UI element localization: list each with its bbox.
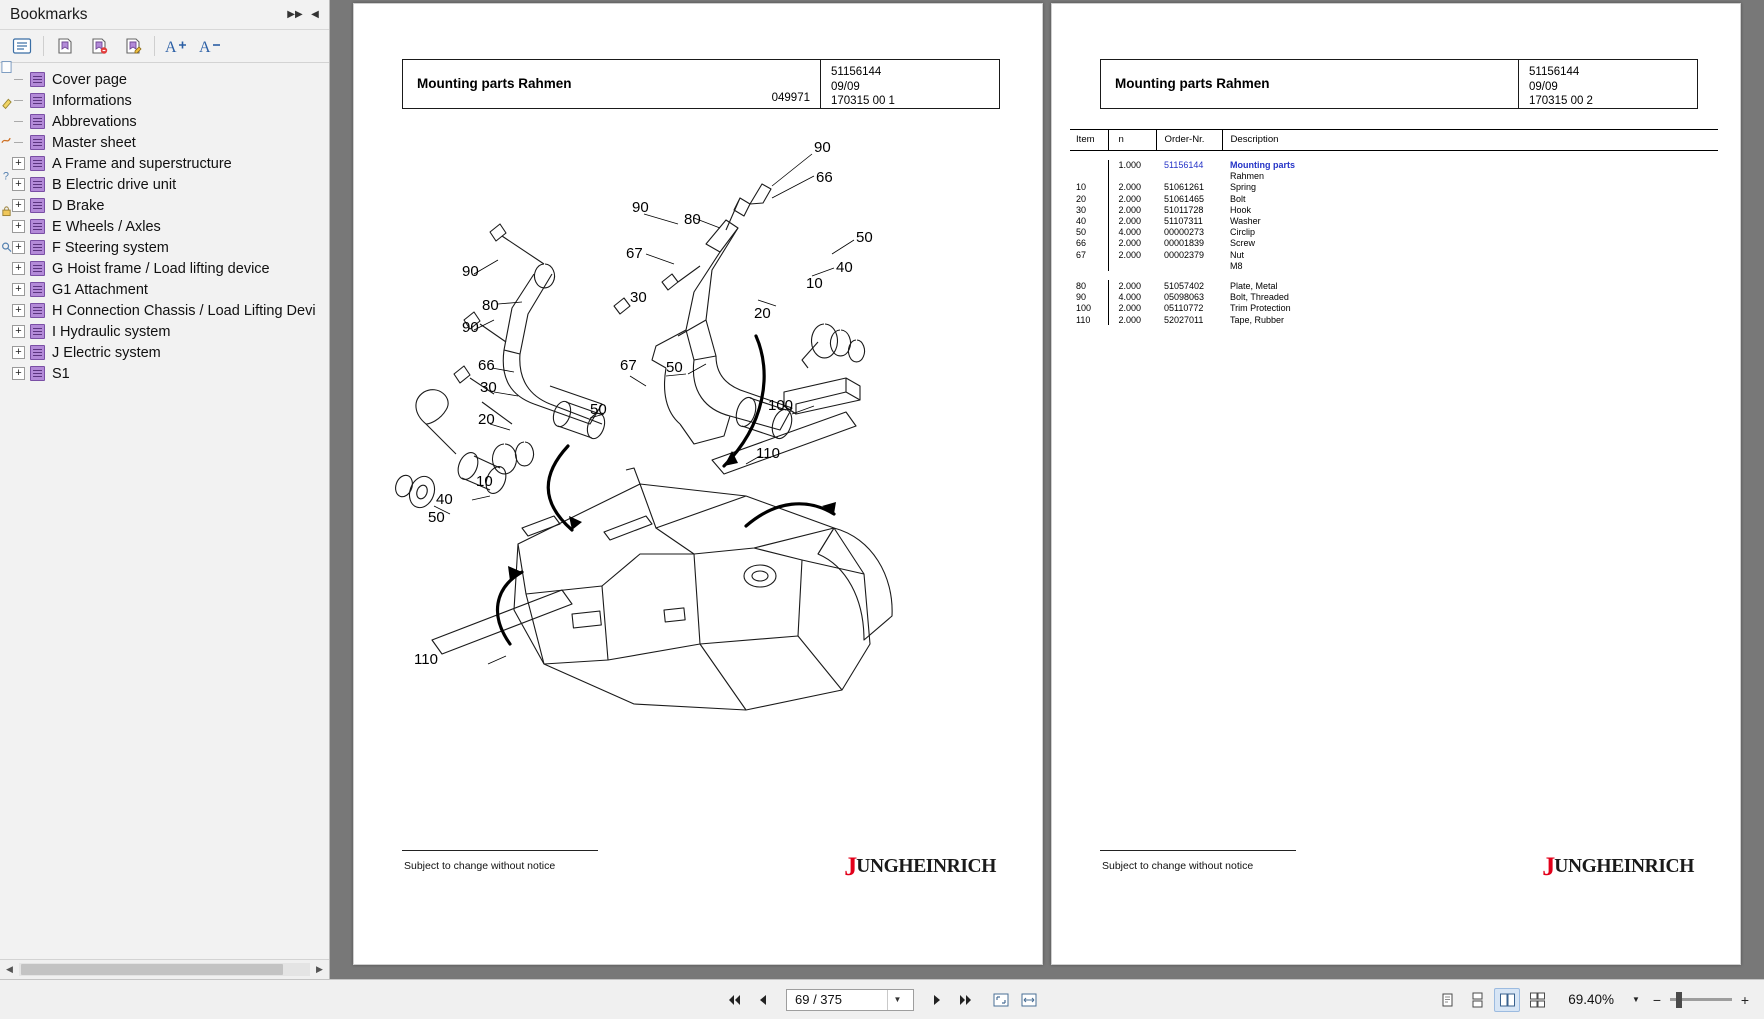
cell-order-nr: 51061465 [1164, 193, 1205, 204]
help-icon[interactable] [1, 168, 12, 182]
single-page-view-icon[interactable] [1434, 988, 1460, 1012]
bookmark-label: Cover page [52, 71, 127, 88]
table-spacer [1070, 271, 1718, 280]
bookmark-icon [30, 177, 45, 192]
tree-connector [12, 79, 25, 80]
first-page-icon[interactable] [724, 989, 746, 1011]
revision-date: 09/09 [831, 80, 860, 93]
svg-text:80: 80 [684, 211, 701, 228]
cell-order-nr: 51011728 [1164, 204, 1204, 215]
drawing-title: Mounting parts Rahmen [1115, 76, 1270, 91]
fit-width-icon[interactable] [1018, 989, 1040, 1011]
bookmark-icon [30, 72, 45, 87]
table-header-row [1070, 130, 1718, 151]
two-page-view-icon[interactable] [1494, 988, 1520, 1012]
cell-description: Plate, Metal [1230, 280, 1278, 291]
cell-item: 80 [1076, 280, 1087, 291]
exploded-assembly-drawing [394, 124, 1009, 824]
bookmark-item[interactable] [0, 111, 329, 132]
search-page-icon[interactable] [1, 240, 12, 254]
svg-text:20: 20 [754, 305, 771, 322]
svg-text:110: 110 [756, 445, 780, 462]
expand-toggle-icon[interactable]: + [12, 199, 25, 212]
page-number-field[interactable] [786, 989, 914, 1011]
svg-text:100: 100 [768, 397, 794, 414]
table-row[interactable] [1070, 204, 1718, 215]
svg-text:50: 50 [590, 401, 607, 418]
bookmark-label: S1 [52, 365, 70, 382]
column-quantity: n [1108, 130, 1156, 151]
bookmark-item[interactable] [0, 237, 329, 258]
collapse-panel-icon[interactable]: ◀ [311, 9, 319, 20]
cell-item: 67 [1076, 249, 1087, 260]
cell-item: 100 [1076, 303, 1092, 314]
footer-divider [402, 850, 598, 851]
lock-icon[interactable] [1, 204, 12, 218]
zoom-slider[interactable] [1670, 991, 1732, 1009]
logo-mark: J [1542, 852, 1555, 881]
bookmark-item[interactable] [0, 279, 329, 300]
cell-quantity: 2.000 [1108, 280, 1156, 291]
table-row [1070, 260, 1718, 271]
cell-order-nr: 05098063 [1164, 292, 1205, 303]
cell-item: 90 [1076, 292, 1087, 303]
cell-item: 50 [1076, 227, 1087, 238]
footer-note: Subject to change without notice [1102, 860, 1254, 872]
expand-toggle-icon[interactable]: + [12, 346, 25, 359]
bookmark-label: Abbrevations [52, 113, 137, 130]
bookmark-label: Informations [52, 92, 132, 109]
bookmark-icon [30, 156, 45, 171]
scroll-thumb[interactable] [21, 964, 283, 975]
part-number: 51156144 [1529, 66, 1580, 78]
expand-toggle-icon[interactable]: + [12, 220, 25, 233]
sheet-number: 170315 00 1 [831, 95, 895, 108]
cell-quantity: 2.000 [1108, 204, 1156, 215]
signature-icon[interactable] [1, 132, 12, 146]
svg-text:90: 90 [814, 139, 831, 156]
last-page-icon[interactable] [954, 989, 976, 1011]
bookmark-item[interactable] [0, 90, 329, 111]
cell-order-nr: 51107311 [1164, 216, 1203, 227]
page-navigation [717, 989, 1047, 1011]
logo-text: UNGHEINRICH [856, 856, 996, 877]
cell-description: Nut [1230, 249, 1245, 260]
title-block-right [821, 60, 999, 108]
zoom-level-label[interactable]: 69.40% [1568, 992, 1614, 1007]
cell-quantity: 4.000 [1108, 227, 1156, 238]
expand-panel-icon[interactable]: ▶▶ [287, 9, 303, 20]
bookmark-item[interactable] [0, 174, 329, 195]
cell-order-nr: 52027011 [1164, 314, 1204, 325]
bookmark-label: H Connection Chassis / Load Lifting Devi [52, 302, 316, 319]
parts-list-table [1070, 129, 1718, 325]
bookmark-label: F Steering system [52, 239, 169, 256]
footer-note: Subject to change without notice [404, 860, 556, 872]
view-and-zoom-controls [1434, 988, 1754, 1012]
logo-text: UNGHEINRICH [1554, 856, 1694, 877]
svg-text:110: 110 [414, 651, 438, 668]
svg-text:50: 50 [666, 359, 683, 376]
bookmark-icon [30, 135, 45, 150]
svg-text:50: 50 [856, 229, 873, 246]
bookmark-icon [30, 114, 45, 129]
title-block-left [403, 60, 821, 108]
bookmark-icon [30, 261, 45, 276]
scroll-right-icon[interactable]: ▶ [316, 964, 323, 974]
decrease-text-size-icon[interactable] [194, 32, 226, 60]
cell-description: Circlip [1230, 227, 1256, 238]
previous-page-icon[interactable] [752, 989, 774, 1011]
bookmark-icon [30, 366, 45, 381]
cell-description: Spring [1230, 182, 1257, 193]
svg-text:30: 30 [480, 379, 497, 396]
svg-text:66: 66 [478, 357, 495, 374]
table-row[interactable] [1070, 215, 1718, 226]
cell-order-nr: 00002379 [1164, 249, 1205, 260]
revision-date: 09/09 [1529, 80, 1558, 93]
expand-toggle-icon[interactable]: + [12, 283, 25, 296]
cell-description: Bolt [1230, 193, 1246, 204]
pages-container [353, 0, 1741, 965]
cell-description-2: M8 [1230, 260, 1243, 271]
expand-toggle-icon[interactable]: + [12, 367, 25, 380]
bookmark-item[interactable] [0, 69, 329, 90]
bookmark-item[interactable] [0, 153, 329, 174]
bookmarks-panel [0, 0, 330, 979]
table-row[interactable] [1070, 227, 1718, 238]
table-row[interactable] [1070, 249, 1718, 260]
cell-description: Bolt, Threaded [1230, 292, 1289, 303]
two-page-scrolling-view-icon[interactable] [1524, 988, 1550, 1012]
bookmark-icon [30, 240, 45, 255]
cell-order-nr: 51057402 [1164, 280, 1205, 291]
cell-item [1070, 160, 1108, 171]
svg-text:90: 90 [462, 263, 479, 280]
cell-item: 30 [1076, 204, 1087, 215]
bookmark-item[interactable] [0, 321, 329, 342]
bookmark-label: A Frame and superstructure [52, 155, 232, 172]
cell-quantity: 2.000 [1108, 249, 1156, 260]
cell-order-nr: 00001839 [1164, 238, 1205, 249]
bookmark-label: I Hydraulic system [52, 323, 171, 340]
tree-connector [12, 121, 25, 122]
cell-description: Trim Protection [1230, 303, 1291, 314]
expand-toggle-icon[interactable]: + [12, 262, 25, 275]
chevron-down-icon[interactable]: ▼ [887, 990, 907, 1010]
bookmark-label: E Wheels / Axles [52, 218, 161, 235]
bookmark-item[interactable] [0, 300, 329, 321]
bookmarks-tree[interactable] [0, 63, 329, 959]
bookmarks-header [0, 0, 329, 30]
svg-text:10: 10 [476, 473, 493, 490]
increase-text-size-icon[interactable] [160, 32, 192, 60]
cell-item: 10 [1076, 182, 1087, 193]
expand-toggle-icon[interactable]: + [12, 157, 25, 170]
table-row[interactable] [1070, 303, 1718, 314]
bookmark-icon [30, 282, 45, 297]
svg-text:A: A [165, 39, 177, 56]
left-tool-rail [0, 60, 12, 254]
svg-text:10: 10 [806, 275, 823, 292]
drawing-title: Mounting parts Rahmen [417, 76, 572, 91]
footer-divider [1100, 850, 1296, 851]
bookmark-item[interactable] [0, 342, 329, 363]
bookmark-label: J Electric system [52, 344, 161, 361]
bookmarks-title: Bookmarks [10, 5, 88, 23]
table-row[interactable] [1070, 193, 1718, 204]
column-order-nr: Order-Nr. [1156, 130, 1222, 151]
highlight-icon[interactable] [1, 96, 12, 110]
title-block [1100, 59, 1698, 109]
cell-item: 66 [1076, 238, 1087, 249]
bookmark-list-icon[interactable] [6, 32, 38, 60]
svg-text:80: 80 [482, 297, 499, 314]
cell-quantity: 2.000 [1108, 182, 1156, 193]
cell-quantity: 1.000 [1108, 160, 1156, 171]
toolbar-separator [154, 36, 155, 56]
table-row[interactable] [1070, 160, 1718, 171]
table-row[interactable] [1070, 182, 1718, 193]
cell-item: 40 [1076, 216, 1087, 227]
column-description: Description [1222, 130, 1718, 151]
cell-quantity: 2.000 [1108, 314, 1156, 325]
cell-item: 110 [1076, 314, 1091, 325]
bookmark-item[interactable] [0, 195, 329, 216]
scroll-track[interactable] [19, 963, 310, 976]
document-page-left[interactable] [353, 3, 1043, 965]
cell-order-nr[interactable]: 51156144 [1164, 160, 1204, 171]
new-bookmark-icon[interactable] [49, 32, 81, 60]
document-page-right[interactable] [1051, 3, 1741, 965]
continuous-page-view-icon[interactable] [1464, 988, 1490, 1012]
bookmark-item[interactable] [0, 363, 329, 384]
bookmark-icon [30, 324, 45, 339]
bookmark-icon [30, 303, 45, 318]
cell-order-nr: 00000273 [1164, 227, 1205, 238]
table-row[interactable] [1070, 238, 1718, 249]
bookmarks-horizontal-scrollbar[interactable] [0, 959, 329, 979]
zoom-dropdown-icon[interactable]: ▼ [1632, 995, 1640, 1004]
bookmark-item[interactable] [0, 132, 329, 153]
tree-connector [12, 100, 25, 101]
svg-text:30: 30 [630, 289, 647, 306]
cell-description: Washer [1230, 216, 1261, 227]
fit-page-icon[interactable] [990, 989, 1012, 1011]
drawing-svg [394, 124, 1009, 824]
bookmark-item[interactable] [0, 258, 329, 279]
cell-quantity: 2.000 [1108, 238, 1156, 249]
svg-text:20: 20 [478, 411, 495, 428]
tree-connector [12, 142, 25, 143]
page-number-input[interactable] [787, 990, 887, 1010]
cell-quantity: 2.000 [1108, 215, 1156, 226]
cell-description-2: Rahmen [1230, 171, 1265, 182]
column-item: Item [1070, 130, 1108, 151]
title-block [402, 59, 1000, 109]
bookmark-label: Master sheet [52, 134, 136, 151]
svg-text:50: 50 [428, 509, 445, 526]
document-viewport[interactable] [330, 0, 1764, 979]
bookmark-label: G1 Attachment [52, 281, 148, 298]
title-block-left [1101, 60, 1519, 108]
bookmark-label: B Electric drive unit [52, 176, 177, 193]
delete-bookmark-icon[interactable] [83, 32, 115, 60]
table-row [1070, 171, 1718, 182]
table-row[interactable] [1070, 280, 1718, 291]
edit-bookmark-icon[interactable] [117, 32, 149, 60]
bookmark-icon [30, 198, 45, 213]
next-page-icon[interactable] [926, 989, 948, 1011]
svg-text:67: 67 [620, 357, 637, 374]
svg-text:66: 66 [816, 169, 833, 186]
company-logo [1542, 854, 1694, 880]
table-spacer [1070, 151, 1718, 160]
bookmark-icon [30, 93, 45, 108]
cell-quantity: 2.000 [1108, 193, 1156, 204]
cell-description: Hook [1230, 204, 1252, 215]
bookmark-icon [30, 219, 45, 234]
bookmark-item[interactable] [0, 216, 329, 237]
zoom-out-button[interactable]: − [1652, 991, 1662, 1008]
page-thumbnail-icon[interactable] [1, 60, 12, 74]
parts-table [1070, 129, 1718, 325]
cell-order-nr: 51061261 [1164, 182, 1205, 193]
table-row[interactable] [1070, 292, 1718, 303]
expand-toggle-icon[interactable]: + [12, 241, 25, 254]
cell-item: 20 [1076, 193, 1087, 204]
scroll-left-icon[interactable]: ◀ [6, 964, 13, 974]
svg-text:90: 90 [632, 199, 649, 216]
svg-text:40: 40 [436, 491, 453, 508]
svg-text:?: ? [2, 170, 9, 182]
svg-text:90: 90 [462, 319, 479, 336]
bookmark-icon [30, 345, 45, 360]
bottom-toolbar [0, 979, 1764, 1019]
zoom-in-button[interactable]: + [1740, 991, 1750, 1008]
bookmark-label: G Hoist frame / Load lifting device [52, 260, 270, 277]
zoom-slider-knob[interactable] [1676, 992, 1682, 1008]
cell-quantity: 2.000 [1108, 303, 1156, 314]
company-logo [844, 854, 996, 880]
part-number: 51156144 [831, 66, 882, 78]
bookmarks-toolbar [0, 30, 329, 63]
expand-toggle-icon[interactable]: + [12, 178, 25, 191]
cell-description: Screw [1230, 238, 1256, 249]
svg-text:40: 40 [836, 259, 853, 276]
bookmark-label: D Brake [52, 197, 105, 214]
expand-toggle-icon[interactable]: + [12, 304, 25, 317]
cell-description: Tape, Rubber [1230, 314, 1285, 325]
svg-text:A: A [199, 39, 211, 56]
expand-toggle-icon[interactable]: + [12, 325, 25, 338]
cell-description: Mounting parts [1230, 160, 1295, 171]
svg-text:67: 67 [626, 245, 643, 262]
title-block-right [1519, 60, 1697, 108]
table-row[interactable] [1070, 314, 1718, 325]
toolbar-separator [43, 36, 44, 56]
cell-quantity: 4.000 [1108, 292, 1156, 303]
logo-mark: J [844, 852, 857, 881]
cell-order-nr: 05110772 [1164, 303, 1204, 314]
sheet-number: 170315 00 2 [1529, 95, 1593, 108]
drawing-code: 049971 [771, 92, 810, 104]
